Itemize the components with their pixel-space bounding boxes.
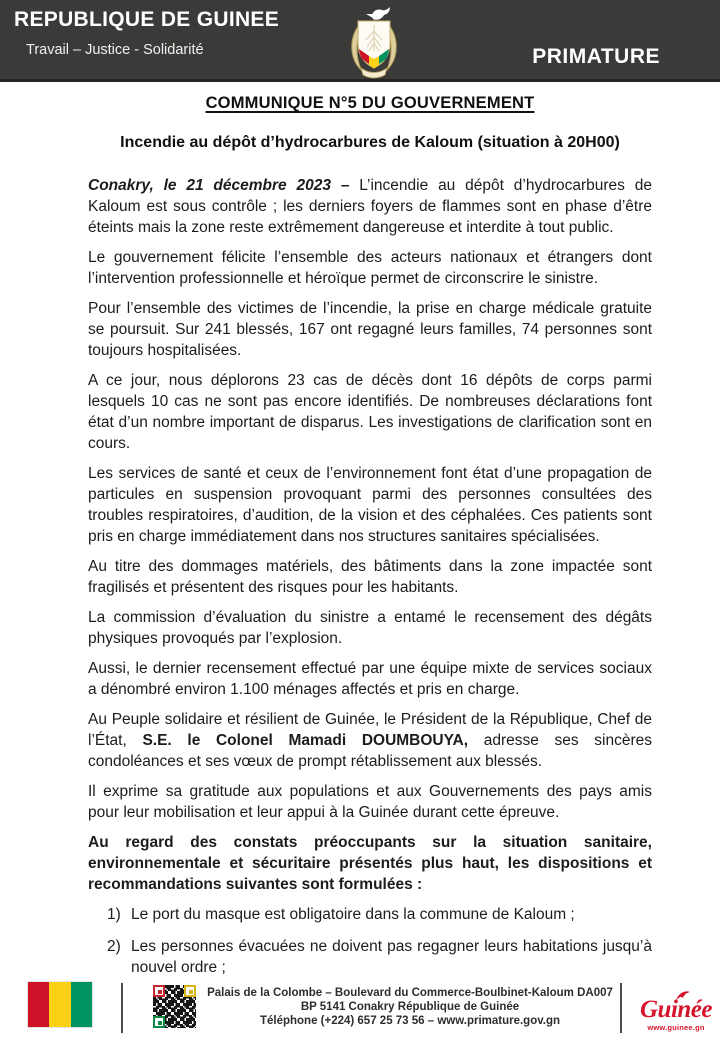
qr-finder-bottom-left (153, 1016, 165, 1028)
document-title: COMMUNIQUE N°5 DU GOUVERNEMENT (205, 94, 535, 112)
guinea-coat-of-arms-icon (344, 6, 404, 80)
footer-divider (121, 983, 123, 1033)
document-body (88, 94, 652, 989)
footer-divider (620, 983, 622, 1033)
dateline-rest: L’incendie au dépôt d’hydrocarbures de Kaloum est sous contrôle ; les derniers foyers de flammes sont en phase d’être éteints mais la zone reste extrêmement dangereuse et interdite à tout public. (88, 177, 652, 236)
paragraph: Au titre des dommages matériels, des bâtiments dans la zone impactée sont fragilisés et présentent des risques pour les habitants. (88, 558, 652, 596)
paragraph: Le gouvernement félicite l’ensemble des acteurs nationaux et étrangers dont l’intervention professionnelle et héroïque permet de circonscrire le sinistre. (88, 249, 652, 287)
address-line-2: BP 5141 Conakry République de Guinée (300, 1001, 520, 1013)
national-motto: Travail – Justice - Solidarité (26, 42, 204, 58)
paragraph: Aussi, le dernier recensement effectué par une équipe mixte de services sociaux a dénombré environ 1.100 ménages affectés et pris en charge. (88, 660, 652, 698)
qr-finder-top-right (184, 985, 196, 997)
president-pre: Au Peuple solidaire et résilient de Guinée, le Président de la République, Chef de l’État, (88, 711, 652, 749)
brand-url: www.guinee.gn (647, 1023, 705, 1032)
list-item (88, 904, 652, 925)
flag-yellow-stripe (49, 982, 70, 1027)
brand-name: Guinée (640, 996, 712, 1023)
paragraph-president (88, 709, 652, 772)
dateline-lead: Conakry, le 21 décembre 2023 – (88, 177, 360, 194)
document-footer (0, 976, 720, 1044)
institution-name: PRIMATURE (532, 45, 660, 68)
document-subtitle: Incendie au dépôt d’hydrocarbures de Kaloum (situation à 20H00) (120, 134, 620, 151)
paragraph: Les services de santé et ceux de l’environnement font état d’une propagation de particules en suspension provoquant parmi des personnes consultées des troubles respiratoires, d’audition, de la vision et des céphalées. Ces patients sont pris en charge immédiatement dans nos structures sanitaires spécialisées. (88, 465, 652, 545)
list-item-text: Le port du masque est obligatoire dans la commune de Kaloum ; (131, 906, 575, 923)
country-name: REPUBLIQUE DE GUINEE (14, 8, 280, 31)
list-item-number: 2) (107, 938, 121, 955)
paragraph-dateline (88, 175, 652, 238)
president-post: adresse ses sincères condoléances et ses vœux de prompt rétablissement aux blessés. (88, 732, 653, 770)
president-name: S.E. le Colonel Mamadi DOUMBOUYA, (142, 732, 469, 749)
qr-code-icon (153, 985, 196, 1028)
list-item (88, 936, 652, 978)
paragraph: A ce jour, nous déplorons 23 cas de décès dont 16 dépôts de corps parmi lesquels 10 cas ne sont pas encore identifiés. De nombreuses déclarations font état d’un nombre important de disparus. Les investigations de clarification sont en cours. (88, 372, 652, 452)
guinee-brand-logo (636, 990, 716, 1032)
address-line-1: Palais de la Colombe – Boulevard du Commerce-Boulbinet-Kaloum DA007 (207, 987, 613, 999)
flag-green-stripe (71, 982, 92, 1027)
paragraph: Pour l’ensemble des victimes de l’incendie, la prise en charge médicale gratuite se poursuit. Sur 241 blessés, 167 ont regagné leurs familles, 74 personnes sont toujours hospitalisées. (88, 300, 652, 359)
guinea-flag-icon (28, 982, 92, 1027)
paragraph: La commission d’évaluation du sinistre a entamé le recensement des dégâts physiques provoqués par l’explosion. (88, 609, 652, 647)
list-item-number: 1) (107, 906, 121, 923)
document-header (0, 0, 720, 82)
qr-finder-top-left (153, 985, 165, 997)
address-line-3: Téléphone (+224) 657 25 73 56 – www.primature.gov.gn (259, 1015, 561, 1027)
flag-red-stripe (28, 982, 49, 1027)
contact-address (205, 986, 615, 1028)
recommendations-list (88, 904, 652, 978)
list-item-text: Les personnes évacuées ne doivent pas regagner leurs habitations jusqu’à nouvel ordre ; (131, 938, 652, 976)
paragraph-recommendations-intro: Au regard des constats préoccupants sur la situation sanitaire, environnementale et sécuritaire présentés plus haut, les dispositions et recommandations suivantes sont formulées : (88, 834, 652, 893)
paragraph: Il exprime sa gratitude aux populations et aux Gouvernements des pays amis pour leur mobilisation et leur appui à la Guinée durant cette épreuve. (88, 783, 652, 821)
